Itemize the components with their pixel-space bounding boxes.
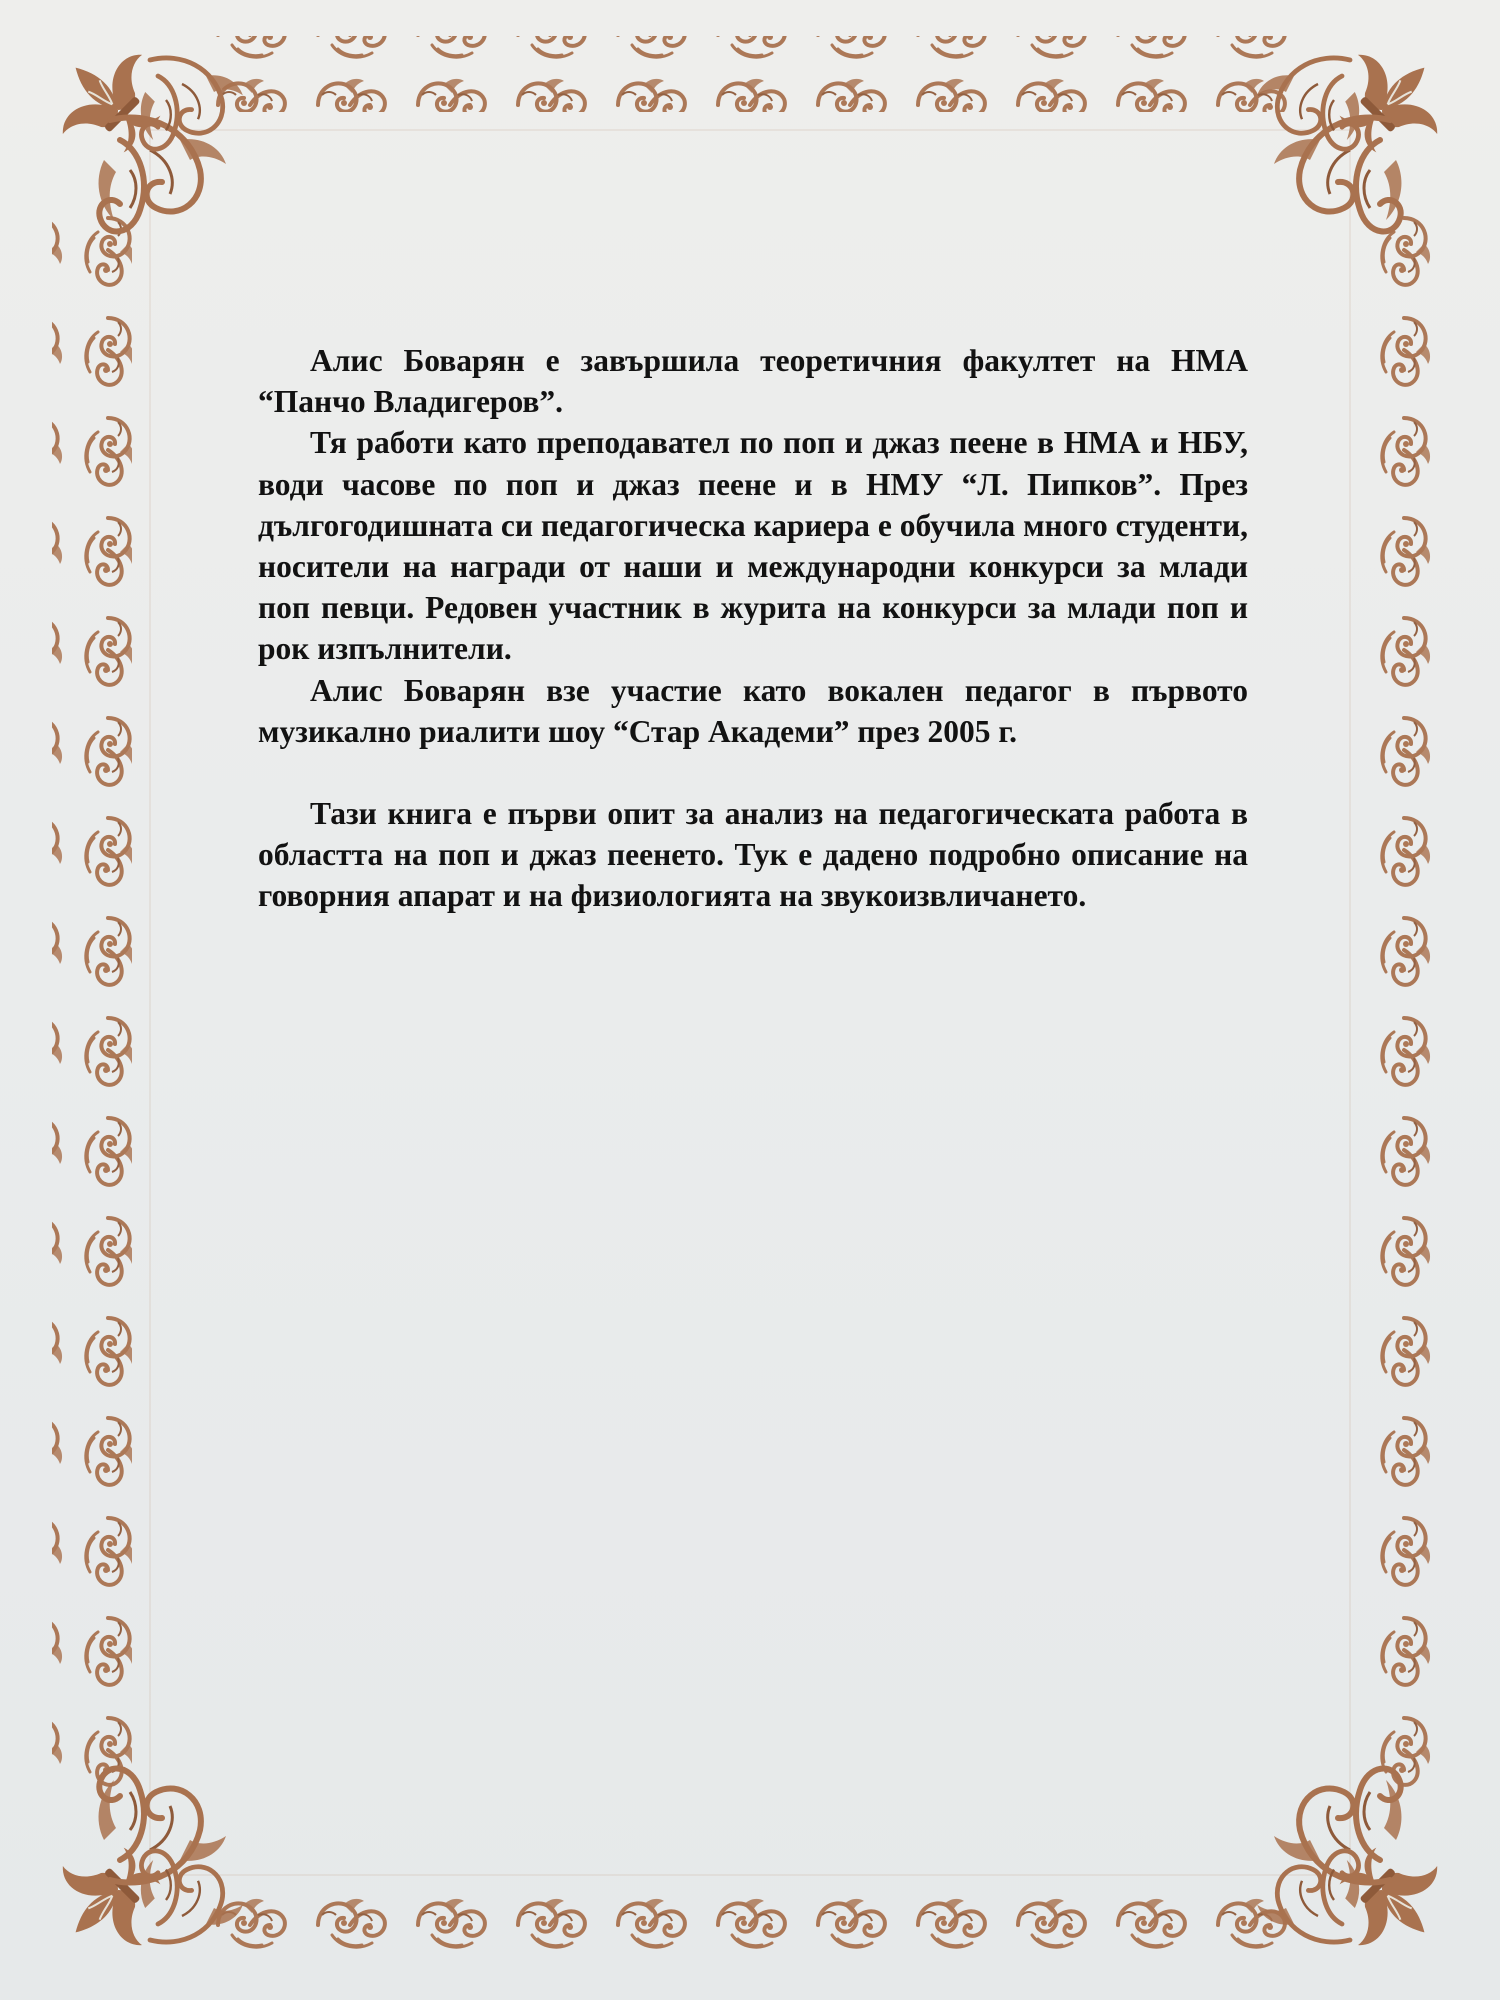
- bio-paragraph-star-academy: Алис Боварян взе участие като вокален педагог в първото музикално риалити шоу “Стар Академи” през 2005 г.: [258, 672, 1248, 749]
- bio-paragraph-teaching: Тя работи като преподавател по поп и джаз пеене в НМА и НБУ, води часове по поп и джаз пеене и в НМУ “Л. Пипков”. През дългогодишната си педагогическа кариера е обучила много студенти, носители на награди от наши и международни конкурси за млади поп певци. Редовен участник в журита на конкурси за млади поп и рок изпълнители.: [258, 425, 1248, 667]
- author-bio-text: [258, 340, 1248, 917]
- fleur-de-lis-icon: [36, 28, 183, 175]
- fleur-de-lis-icon: [36, 1825, 183, 1972]
- bio-paragraph-education: Алис Боварян е завършила теоретичния факултет на НМА “Панчо Владигеров”.: [258, 343, 1248, 420]
- fleur-de-lis-icon: [1317, 1825, 1464, 1972]
- fleur-de-lis-icon: [1317, 28, 1464, 175]
- book-description-paragraph: Тази книга е първи опит за анализ на педагогическата работа в областта на поп и джаз пеенето. Тук е дадено подробно описание на говорния апарат и на физиологията на звукоизвличането.: [258, 796, 1248, 914]
